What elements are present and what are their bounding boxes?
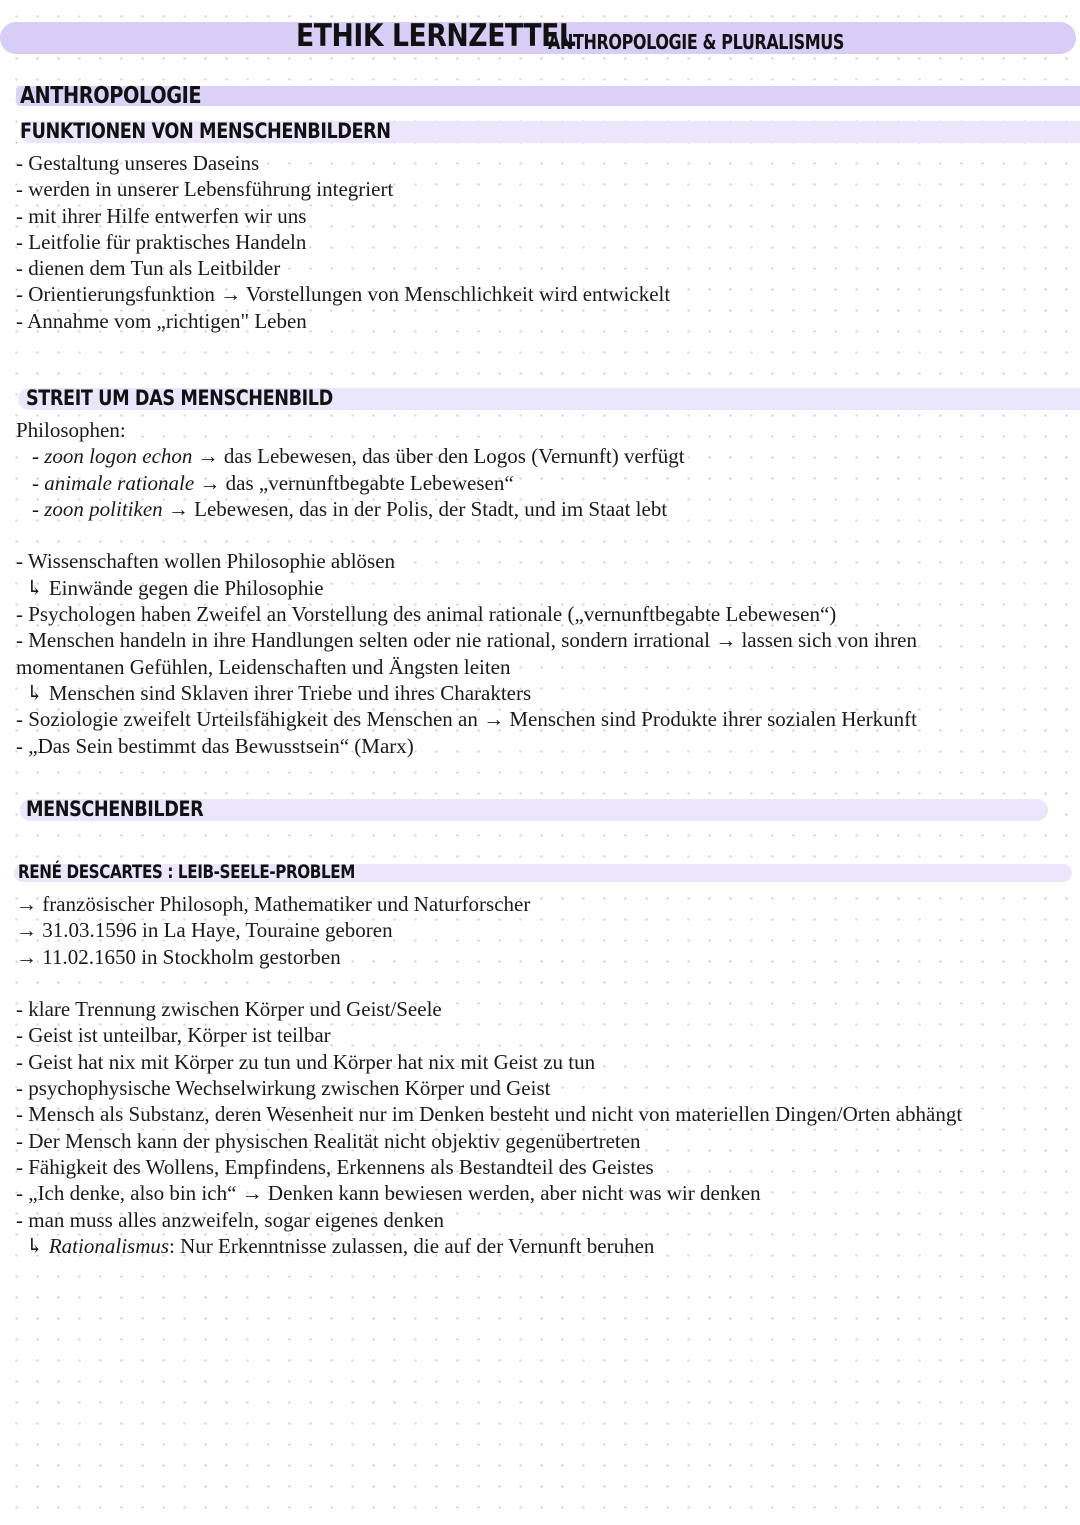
term-item: - animale rationale → das „vernunftbegabte Lebewesen“	[32, 470, 514, 495]
list-item: - Leitfolie für praktisches Handeln	[16, 229, 307, 254]
subsection-heading-streit: STREIT UM DAS MENSCHENBILD	[26, 386, 333, 410]
list-item: - Gestaltung unseres Daseins	[16, 151, 260, 175]
sub-arrow-item: ↳ Einwände gegen die Philosophie	[26, 575, 324, 600]
list-item: - Menschen handeln in ihre Handlungen selten oder nie rational, sondern irrational → lassen sich von ihren momentanen Gefühlen, Leidenschaften und Ängsten leiten	[16, 628, 917, 679]
fact-item: → 11.02.1650 in Stockholm gestorben	[16, 944, 341, 969]
subsection-heading-menschenbilder: MENSCHENBILDER	[26, 797, 204, 821]
list-item: - mit ihrer Hilfe entwerfen wir uns	[16, 203, 307, 228]
list-item: - Psychologen haben Zweifel an Vorstellung des animal rationale („vernunftbegabte Lebewesen“)	[16, 602, 837, 627]
list-item: - Mensch als Substanz, deren Wesenheit nur im Denken besteht und nicht von materiellen Dingen/Orten abhängt	[16, 1102, 963, 1127]
descartes-content	[16, 891, 1016, 1259]
sub-arrow-item: ↳ Rationalismus: Nur Erkenntnisse zulassen, die auf der Vernunft beruhen	[26, 1233, 655, 1258]
list-item: - „Das Sein bestimmt das Bewusstsein“ (Marx)	[16, 733, 414, 758]
list-item: - Fähigkeit des Wollens, Empfindens, Erkennens als Bestandteil des Geistes	[16, 1154, 654, 1179]
term-item: - zoon politiken → Lebewesen, das in der Polis, der Stadt, und im Staat lebt	[32, 496, 668, 521]
list-item: - Soziologie zweifelt Urteilsfähigkeit des Menschen an → Menschen sind Produkte ihrer sozialen Herkunft	[16, 707, 918, 732]
list-item: - psychophysische Wechselwirkung zwischen Körper und Geist	[16, 1076, 551, 1101]
list-item: - Orientierungsfunktion → Vorstellungen von Menschlichkeit wird entwickelt	[16, 282, 671, 307]
list-item: - Geist hat nix mit Körper zu tun und Körper hat nix mit Geist zu tun	[16, 1049, 596, 1074]
subsection-heading-descartes: RENÉ DESCARTES : LEIB-SEELE-PROBLEM	[18, 861, 355, 883]
philosophen-intro: Philosophen:	[16, 418, 126, 442]
streit-content	[16, 417, 1016, 759]
list-item: - „Ich denke, also bin ich“ → Denken kann bewiesen werden, aber nicht was wir denken	[16, 1181, 761, 1206]
page-subtitle: ANTHROPOLOGIE & PLURALISMUS	[548, 30, 845, 54]
funktionen-list	[16, 150, 1016, 334]
fact-item: → 31.03.1596 in La Haye, Touraine geboren	[16, 918, 393, 943]
subsection-heading-funktionen: FUNKTIONEN VON MENSCHENBILDERN	[20, 119, 391, 143]
sub-arrow-item: ↳ Menschen sind Sklaven ihrer Triebe und ihres Charakters	[26, 680, 532, 705]
page-title: ETHIK LERNZETTEL	[296, 18, 576, 54]
list-item: - Geist ist unteilbar, Körper ist teilbar	[16, 1023, 331, 1048]
list-item: - Der Mensch kann der physischen Realität nicht objektiv gegenübertreten	[16, 1128, 641, 1153]
fact-item: → französischer Philosoph, Mathematiker und Naturforscher	[16, 892, 531, 916]
list-item: - man muss alles anzweifeln, sogar eigenes denken	[16, 1207, 445, 1232]
section-heading-anthropologie: ANTHROPOLOGIE	[20, 83, 202, 109]
list-item: - Wissenschaften wollen Philosophie ablösen	[16, 549, 396, 574]
list-item: - werden in unserer Lebensführung integriert	[16, 177, 394, 202]
term-item: - zoon logon echon → das Lebewesen, das über den Logos (Vernunft) verfügt	[32, 444, 685, 469]
list-item: - dienen dem Tun als Leitbilder	[16, 256, 281, 281]
list-item: - Annahme vom „richtigen" Leben	[16, 308, 307, 333]
list-item: - klare Trennung zwischen Körper und Geist/Seele	[16, 997, 442, 1022]
